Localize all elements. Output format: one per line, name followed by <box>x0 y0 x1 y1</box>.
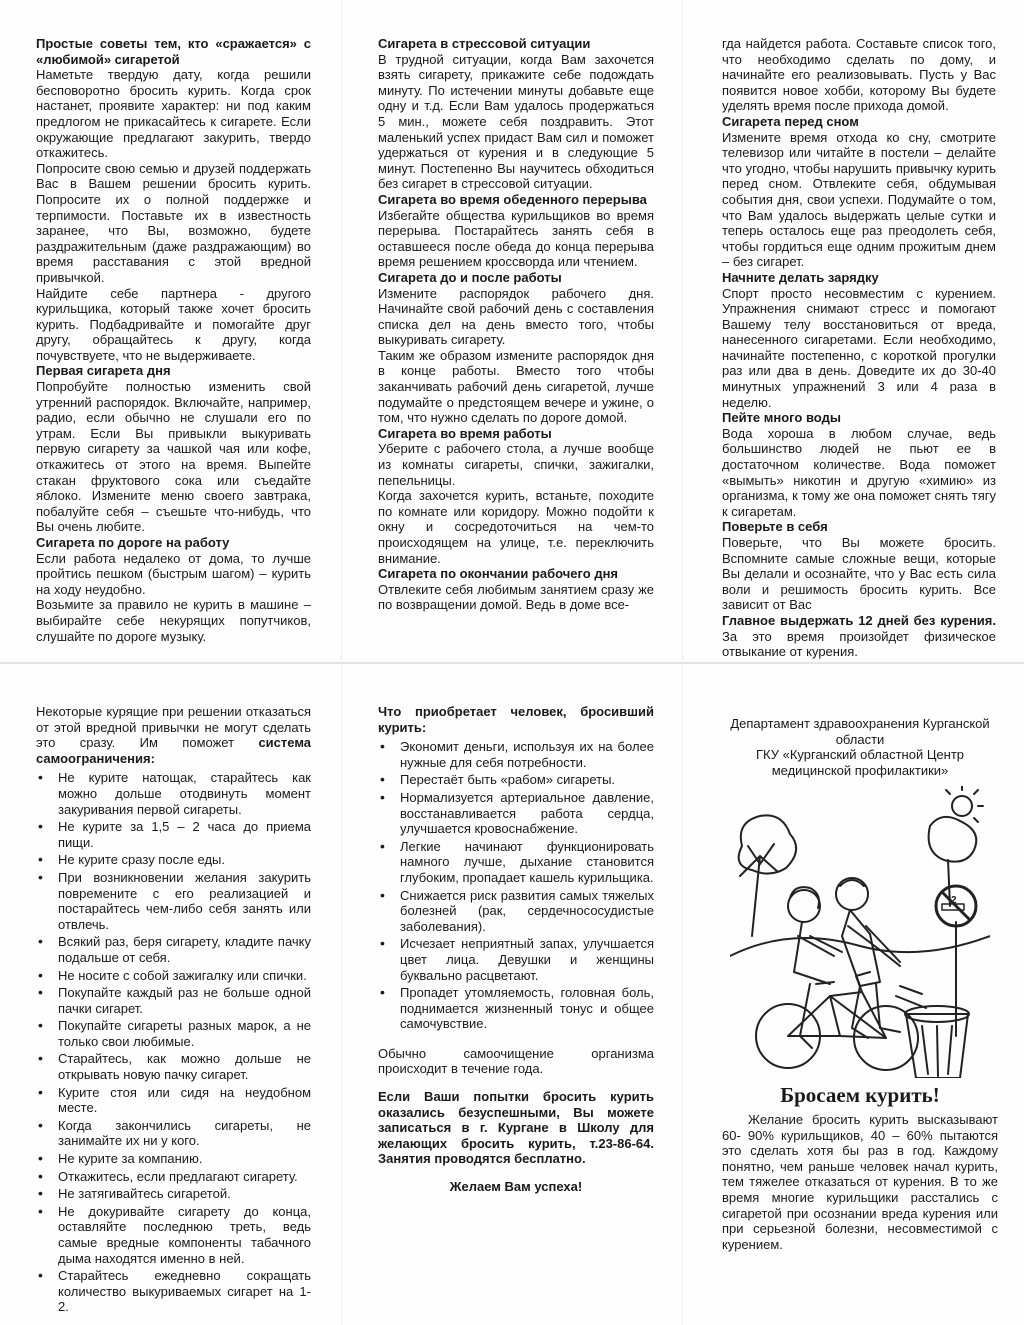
intro-text: Некоторые курящие при решении отказаться от этой вредной привычки не могут сделать это сразу. Им поможет <box>36 704 311 751</box>
section-title: Простые советы тем, кто «сражается» с «любимой» сигаретой <box>36 36 311 67</box>
list-item: • Покупайте сигареты разных марок, а не только свои любимые. <box>36 1018 311 1049</box>
section-title: Начните делать зарядку <box>722 269 879 285</box>
list-item: • Когда закончились сигареты, не занимайте их ни у кого. <box>36 1118 311 1149</box>
paragraph: Желание бросить курить высказывают 60- 90% курильщиков, 40 – 60% пытаются это сделать хотя бы раз в год. Каждому понятно, чем раньше человек начал курить, тем тяжелее отказаться от курения. В то же время многие курильщики расстались с сигаретой при осознании вреда курения или при серьезной болезни, несовместимой с курением. <box>722 1111 998 1252</box>
list-item: • Снижается риск развития самых тяжелых болезней (рак, сердечнососудистые заболевания). <box>378 888 654 935</box>
top-column-2 <box>378 36 654 613</box>
paragraph: Избегайте общества курильщиков во время перерыва. Постарайтесь занять себя в оставшееся после обеда до конца перерыва время решением кроссворда или чтением. <box>378 207 654 270</box>
list-item: • Исчезает неприятный запах, улучшается цвет лица. Девушки и женщины буквально расцветают. <box>378 936 654 983</box>
list-item: • Не курите сразу после еды. <box>36 852 311 868</box>
paragraph: В трудной ситуации, когда Вам захочется взять сигарету, прикажите себе подождать минуту. По истечении минуты добавьте еще одну и т.д. Если Вам удалось продержаться 5 мин., можете себя поздравить. Этот маленький успех придаст Вам сил и поможет удержаться от курения и в следующие 5 минут. Постепенно Вы научитесь обходиться без сигарет в стрессовой ситуации. <box>378 51 654 192</box>
list-item: • Не курите натощак, старайтесь как можно дольше отодвинуть момент закуривания первой сигареты. <box>36 770 311 817</box>
paragraph: Измените время отхода ко сну, смотрите телевизор или читайте в постели – делайте что угодно, чтобы нарушить привычку курить перед сном. Отвлеките себя, обдумывая события дня, свои успехи. Подумайте о том, что Вам удалось выдержать целые сутки и теперь осталось еще раз преодолеть себя, чтобы гордиться еще одним прожитым днем – без сигарет. <box>722 129 996 270</box>
paragraph: Попросите свою семью и друзей поддержать Вас в Вашем решении бросить курить. Попросите их о полной поддержке и терпимости. Поставьте их в известность заранее, что Вы, возможно, будете раздражительным (даже раздражающим) во время расставания с этой вредной привычкой. <box>36 160 311 285</box>
paragraph: гда найдется работа. Составьте список того, что необходимо сделать по дому, и начинайте его реализовывать. Пусть у Вас появится новое хобби, которому Вы будете уделять время после прихода домой. <box>722 36 996 114</box>
section-title: Сигарета перед сном <box>722 113 859 129</box>
list-item: • Легкие начинают функционировать намного лучше, дыхание становится глубоким, пропадает кашель курильщика. <box>378 839 654 886</box>
list-item: • Не курите за 1,5 – 2 часа до приема пищи. <box>36 819 311 850</box>
bottom-column-3-cover <box>722 716 998 1252</box>
fold-line-horizontal <box>0 662 1024 664</box>
list-item: • Курите стоя или сидя на неудобном месте. <box>36 1085 311 1116</box>
list-item: • Откажитесь, если предлагают сигарету. <box>36 1169 311 1185</box>
list-item: • Экономит деньги, используя их на более нужные для себя потребности. <box>378 739 654 770</box>
section-title: Сигарета до и после работы <box>378 269 562 285</box>
section-title: Что приобретает человек, бросивший курить: <box>378 704 654 735</box>
list-item: • Старайтесь ежедневно сокращать количество выкуриваемых сигарет на 1-2. <box>36 1268 311 1315</box>
paragraph: Уберите с рабочего стола, а лучше вообще из комнаты сигареты, спички, зажигалки, пепельницы. <box>378 441 654 488</box>
bottom-column-1 <box>36 704 311 1317</box>
paragraph: Наметьте твердую дату, когда решили бесповоротно бросить курить. Когда срок настанет, проявите характер: ни под каким предлогом не прикасайтесь к сигарете. Если окружающие предлагают закурить, твердо откажитесь. <box>36 67 311 161</box>
key-message-tail: За это время произойдет физическое отвыкание от курения. <box>722 628 996 660</box>
paragraph: Поверьте, что Вы можете бросить. Вспомните самые сложные вещи, которые Вы делали и осознайте, что у Вас есть сила воли и решимость бросить курить. Все зависит от Вас <box>722 535 996 613</box>
paragraph: Найдите себе партнера - другого курильщика, который также хочет бросить курить. Подбадривайте и помогайте друг другу, обращайтесь к другу, когда почувствуете, что не выдерживаете. <box>36 285 311 363</box>
list-item: • Нормализуется артериальное давление, восстанавливается работа сердца, улучшается кровоснабжение. <box>378 790 654 837</box>
paragraph: Отвлеките себя любимым занятием сразу же по возвращении домой. Ведь в доме все- <box>378 581 654 613</box>
paragraph: Когда захочется курить, встаньте, походите по комнате или коридору. Можно подойти к окну и сосредоточиться на чем-то происходящем на улице, т.е. переключить внимание. <box>378 488 654 566</box>
paragraph: Если работа недалеко от дома, то лучше пройтись пешком (быстрым шагом) – курить на ходу неудобно. <box>36 550 311 597</box>
section-title: Пейте много воды <box>722 410 841 426</box>
section-title: Сигарета по окончании рабочего дня <box>378 566 619 582</box>
benefits-list <box>378 739 654 1032</box>
list-item: • Покупайте каждый раз не больше одной пачки сигарет. <box>36 985 311 1016</box>
paragraph: Таким же образом измените распорядок дня в конце работы. Вместо того чтобы заканчивать рабочий день сигаретой, лучше подумайте о предстоящем вечере и ужине, о том, что нужно сделать по дороге домой. <box>378 347 654 426</box>
list-item: • Не затягивайтесь сигаретой. <box>36 1186 311 1202</box>
paragraph <box>36 704 311 766</box>
paragraph: Попробуйте полностью изменить свой утренний распорядок. Включайте, например, радио, если обычно не слушали его по утрам. Если Вы привыкли выкуривать первую сигарету за чашкой чая или кофе, откажитесь от этого на время. Выпейте стакан фруктового сока или съедайте яблоко. Измените меню своего завтрака, побалуйте себя – съешьте что-нибудь, что Вы очень любите. <box>36 379 311 535</box>
bottom-column-2 <box>378 704 654 1195</box>
paragraph: Возьмите за правило не курить в машине – выбирайте себе некурящих попутчиков, слушайте по дороге музыку. <box>36 597 311 644</box>
cyclists-illustration <box>730 786 990 1078</box>
paragraph <box>722 613 996 660</box>
fold-line-vertical-right <box>682 0 683 1325</box>
page-title: Бросаем курить! <box>780 1083 940 1108</box>
section-title: Поверьте в себя <box>722 519 828 535</box>
section-title: Сигарета во время обеденного перерыва <box>378 191 647 207</box>
fold-line-vertical-left <box>341 0 342 1325</box>
intro-bold: система самоограничения: <box>36 735 311 766</box>
section-title: Первая сигарета дня <box>36 363 171 379</box>
paragraph: Измените распорядок рабочего дня. Начинайте свой рабочий день с составления списка дел на день вместо того, чтобы выкуривать сигарету. <box>378 285 654 348</box>
top-column-3 <box>722 36 996 660</box>
list-item: • Не носите с собой зажигалку или спички. <box>36 968 311 984</box>
call-to-action: Если Ваши попытки бросить курить оказались безуспешными, Вы можете записаться в г. Кургане в Школу для желающих бросить курить, т.23-86-64. Занятия проводятся бесплатно. <box>378 1089 654 1167</box>
list-item: • Пропадет утомляемость, головная боль, поднимается жизненный тонус и общее самочувствие. <box>378 985 654 1032</box>
paragraph: Вода хороша в любом случае, ведь большинство людей не пьют ее в достаточном количестве. Вода поможет «вымыть» никотин и другую «химию» из организма, к тому же она поможет снять тягу к сигаретам. <box>722 425 996 519</box>
organization-line-2: ГКУ «Курганский областной Центр медицинской профилактики» <box>755 747 965 778</box>
sign-label: 2 <box>951 895 957 907</box>
list-item: • Всякий раз, беря сигарету, кладите пачку подальше от себя. <box>36 934 311 965</box>
paragraph: Спорт просто несовместим с курением. Упражнения снимают стресс и помогают Вашему телу восстановиться от вреда, нанесенного сигаретами. Если необходимо, начинайте постепенно, с короткой прогулки раз или два в день. Доведите их до 30-40 минутных упражнений 3 или 4 раза в неделю. <box>722 285 996 410</box>
list-item: • Перестаёт быть «рабом» сигареты. <box>378 772 654 788</box>
section-title: Сигарета в стрессовой ситуации <box>378 36 591 51</box>
self-restriction-list <box>36 770 311 1315</box>
list-item: • Не докуривайте сигарету до конца, оставляйте последнюю треть, ведь самые вредные компоненты табачного дыма находятся именно в ней. <box>36 1204 311 1266</box>
top-column-1 <box>36 36 311 644</box>
organization-line-1: Департамент здравоохранения Курганской области <box>730 716 990 747</box>
paragraph: Обычно самоочищение организма происходит в течение года. <box>378 1045 654 1077</box>
list-item: • Не курите за компанию. <box>36 1151 311 1167</box>
key-message: Главное выдержать 12 дней без курения. <box>722 612 996 628</box>
section-title: Сигарета по дороге на работу <box>36 535 230 550</box>
list-item: • При возникновении желания закурить повремените с его реализацией и постарайтесь чем-либо себя занять или отвлечь. <box>36 870 311 932</box>
closing-wish: Желаем Вам успеха! <box>449 1179 583 1195</box>
section-title: Сигарета во время работы <box>378 425 552 441</box>
list-item: • Старайтесь, как можно дольше не открывать новую пачку сигарет. <box>36 1051 311 1082</box>
